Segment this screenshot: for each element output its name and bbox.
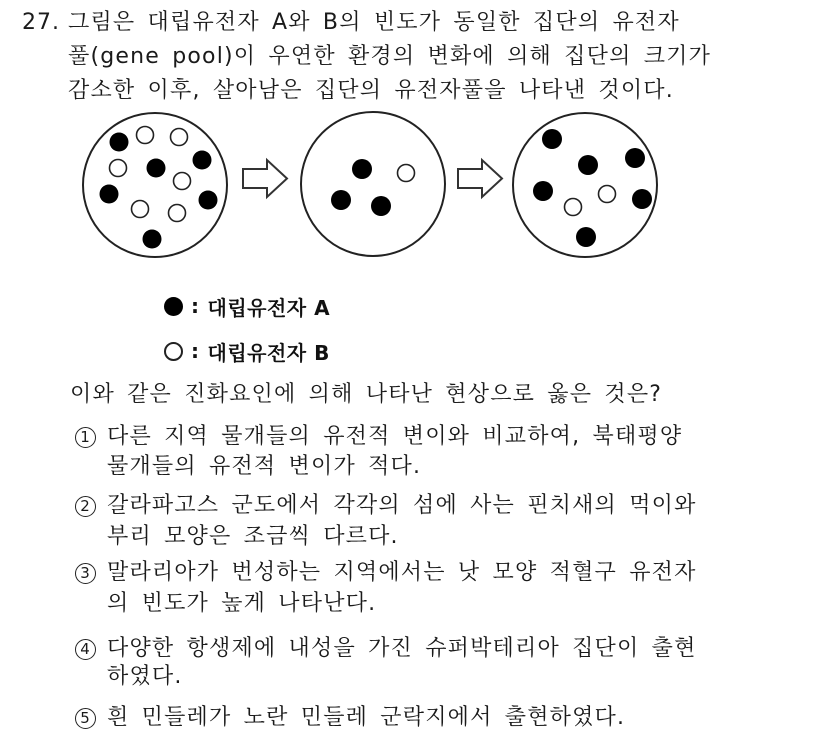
gene-pool-diagram <box>0 0 826 280</box>
choice-2-line-2[interactable]: 부리 모양은 조금씩 다르다. <box>107 524 399 549</box>
question-stem-line-2: 풀(gene pool)이 우연한 환경의 변화에 의해 집단의 크기가 <box>68 44 712 69</box>
arrow-right-icon <box>458 160 502 197</box>
legend-label: 대립유전자 A <box>207 295 331 320</box>
question-prompt: 이와 같은 진화요인에 의해 나타난 현상으로 옳은 것은? <box>70 382 663 407</box>
arrow-right-icon <box>243 160 287 197</box>
question-number: 27. <box>22 10 60 35</box>
choice-1-line-2[interactable]: 물개들의 유전적 변이가 적다. <box>107 454 422 479</box>
choice-4-line-2[interactable]: 하였다. <box>107 664 183 689</box>
original-population-circle <box>83 113 227 257</box>
choice-3-line-1[interactable]: 말라리아가 번성하는 지역에서는 낫 모양 적혈구 유전자 <box>107 560 697 585</box>
legend-label: 대립유전자 B <box>207 340 330 365</box>
choice-5-marker[interactable]: 5 <box>72 705 98 731</box>
choice-3-line-2[interactable]: 의 빈도가 높게 나타난다. <box>107 591 377 616</box>
question-stem-line-1: 그림은 대립유전자 A와 B의 빈도가 동일한 집단의 유전자 <box>68 10 680 35</box>
choice-3-marker[interactable]: 3 <box>72 560 98 586</box>
filled-circle-icon <box>164 297 183 316</box>
legend-separator: : <box>191 339 200 363</box>
choice-1-line-1[interactable]: 다른 지역 물개들의 유전적 변이와 비교하여, 북태평양 <box>107 424 683 449</box>
choice-4-line-1[interactable]: 다양한 항생제에 내성을 가진 슈퍼박테리아 집단이 출현 <box>107 636 697 661</box>
open-circle-icon <box>164 342 183 361</box>
choice-1-marker[interactable]: 1 <box>72 424 98 450</box>
question-stem-line-3: 감소한 이후, 살아남은 집단의 유전자풀을 나타낸 것이다. <box>68 78 674 103</box>
choice-4-marker[interactable]: 4 <box>72 636 98 662</box>
choice-5-line-1[interactable]: 흰 민들레가 노란 민들레 군락지에서 출현하였다. <box>107 705 626 730</box>
legend-item-allele-a <box>160 292 330 320</box>
choice-2-line-1[interactable]: 갈라파고스 군도에서 각각의 섬에 사는 핀치새의 먹이와 <box>107 493 697 518</box>
bottleneck-population-circle <box>301 112 445 256</box>
choice-2-marker[interactable]: 2 <box>72 493 98 519</box>
legend-separator: : <box>191 294 200 318</box>
recovered-population-circle <box>513 113 657 257</box>
legend-item-allele-b <box>160 337 330 365</box>
